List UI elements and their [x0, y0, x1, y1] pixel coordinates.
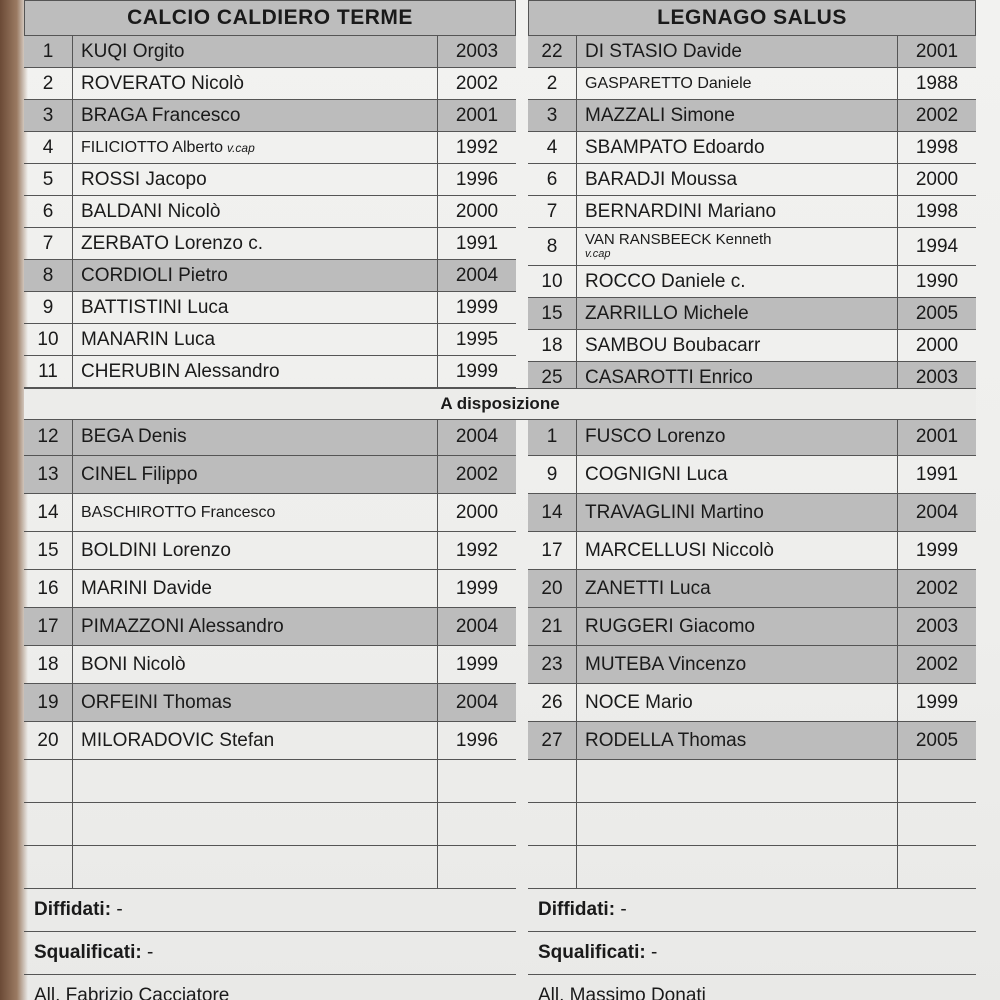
birth-year: 1991 [915, 463, 959, 485]
player-name-cell [73, 260, 438, 291]
shirt-number: 1 [24, 36, 73, 67]
player-name-cell [577, 164, 898, 195]
table-row [24, 684, 516, 722]
table-row [528, 646, 976, 684]
table-row [528, 418, 976, 456]
left-bench [24, 418, 516, 1000]
player-name-cell [73, 36, 438, 67]
captain-tag: v.cap [226, 140, 255, 155]
player-name-cell [577, 494, 898, 531]
player-name-cell [73, 418, 438, 455]
player-name: ZANETTI Luca [585, 577, 711, 599]
player-name-cell [73, 608, 438, 645]
left-bench-list [24, 418, 516, 760]
table-row [24, 570, 516, 608]
player-name-cell [577, 298, 898, 329]
player-name-cell [73, 164, 438, 195]
table-row [528, 330, 976, 362]
diffidati-label: Diffidati: [34, 899, 112, 920]
player-name: CINEL Filippo [81, 463, 198, 485]
shirt-number: 19 [24, 684, 73, 721]
birth-year: 1996 [455, 168, 499, 190]
player-name: BRAGA Francesco [81, 104, 241, 126]
bench-header: A disposizione [24, 388, 976, 420]
player-name: MARCELLUSI Niccolò [585, 539, 774, 561]
table-row [528, 570, 976, 608]
table-row [24, 608, 516, 646]
diffidati-value: - [116, 899, 123, 920]
player-name: MILORADOVIC Stefan [81, 729, 275, 751]
player-name-cell [73, 684, 438, 721]
shirt-number: 12 [24, 418, 73, 455]
birth-year: 2000 [455, 501, 499, 523]
shirt-number: 18 [24, 646, 73, 683]
shirt-number: 10 [528, 266, 577, 297]
birth-year: 1998 [915, 200, 959, 222]
player-name-cell [577, 132, 898, 163]
birth-year: 2004 [455, 264, 499, 286]
shirt-number: 13 [24, 456, 73, 493]
table-row [24, 356, 516, 388]
birth-year: 2001 [915, 40, 959, 62]
shirt-number: 15 [24, 532, 73, 569]
player-name: ORFEINI Thomas [81, 691, 232, 713]
table-row [528, 684, 976, 722]
table-row [528, 532, 976, 570]
empty-row [24, 846, 516, 889]
shirt-number: 15 [528, 298, 577, 329]
shirt-number: 3 [24, 100, 73, 131]
table-row [24, 100, 516, 132]
birth-year: 1991 [455, 232, 499, 254]
birth-year: 1999 [915, 539, 959, 561]
player-name: ZERBATO Lorenzo c. [81, 232, 263, 254]
birth-year: 1994 [915, 235, 959, 257]
shirt-number: 23 [528, 646, 577, 683]
player-name-cell [73, 532, 438, 569]
player-name: BARADJI Moussa [585, 168, 738, 190]
empty-row [528, 760, 976, 803]
shirt-number: 9 [528, 456, 577, 493]
player-name-cell [577, 68, 898, 99]
player-name: NOCE Mario [585, 691, 693, 713]
player-name: ROVERATO Nicolò [81, 72, 244, 94]
shirt-number: 18 [528, 330, 577, 361]
table-row [24, 456, 516, 494]
player-name-cell [577, 532, 898, 569]
player-name: ROSSI Jacopo [81, 168, 207, 190]
shirt-number: 14 [528, 494, 577, 531]
table-row [528, 494, 976, 532]
table-row [24, 132, 516, 164]
right-squalificati [528, 932, 976, 975]
left-coach: All. Fabrizio Cacciatore [24, 975, 516, 1000]
birth-year: 2002 [455, 72, 499, 94]
table-row [24, 418, 516, 456]
player-name-cell [577, 228, 898, 265]
player-name: CORDIOLI Pietro [81, 264, 228, 286]
table-row [24, 532, 516, 570]
player-name-cell [73, 100, 438, 131]
player-name-cell [577, 722, 898, 759]
player-name: BALDANI Nicolò [81, 200, 221, 222]
table-row [528, 164, 976, 196]
birth-year: 1995 [455, 328, 499, 350]
shirt-number: 21 [528, 608, 577, 645]
player-name-cell [577, 646, 898, 683]
table-row [528, 100, 976, 132]
player-name-cell [73, 456, 438, 493]
shirt-number: 6 [24, 196, 73, 227]
right-bench-list [528, 418, 976, 760]
shirt-number: 11 [24, 356, 73, 387]
squalificati-value: - [146, 942, 154, 963]
birth-year: 2000 [915, 334, 959, 356]
birth-year: 2004 [455, 615, 499, 637]
shirt-number: 10 [24, 324, 73, 355]
empty-row [24, 760, 516, 803]
table-row [24, 68, 516, 100]
player-name: MUTEBA Vincenzo [585, 653, 747, 675]
birth-year: 2004 [455, 691, 499, 713]
table-row [24, 324, 516, 356]
birth-year: 2003 [455, 40, 499, 62]
table-row [24, 196, 516, 228]
player-name-cell [73, 646, 438, 683]
shirt-number: 25 [528, 362, 577, 393]
player-name-cell [73, 324, 438, 355]
birth-year: 1998 [915, 136, 959, 158]
table-row [528, 132, 976, 164]
captain-tag: v.cap [585, 247, 611, 260]
table-row [24, 646, 516, 684]
birth-year: 2000 [455, 200, 499, 222]
birth-year: 2002 [455, 463, 499, 485]
birth-year: 1999 [455, 577, 499, 599]
table-row [528, 36, 976, 68]
right-coach: All. Massimo Donati [528, 975, 976, 1000]
player-name-cell [577, 266, 898, 297]
player-name: DI STASIO Davide [585, 40, 742, 62]
table-row [24, 228, 516, 260]
player-name-cell [577, 608, 898, 645]
shirt-number: 1 [528, 418, 577, 455]
table-row [24, 722, 516, 760]
shirt-number: 2 [24, 68, 73, 99]
empty-row [528, 846, 976, 889]
player-name-cell [577, 570, 898, 607]
shirt-number: 4 [24, 132, 73, 163]
birth-year: 2005 [915, 302, 959, 324]
table-row [528, 68, 976, 100]
player-name: CASAROTTI Enrico [585, 366, 753, 388]
player-name: BOLDINI Lorenzo [81, 539, 231, 561]
player-name-cell [73, 132, 438, 163]
shirt-number: 22 [528, 36, 577, 67]
left-team-title: CALCIO CALDIERO TERME [24, 0, 516, 36]
shirt-number: 3 [528, 100, 577, 131]
player-name-cell [73, 494, 438, 531]
squalificati-label: Squalificati: [538, 942, 646, 963]
table-row [528, 456, 976, 494]
birth-year: 1990 [915, 270, 959, 292]
right-team-starters [528, 0, 976, 394]
shirt-number: 9 [24, 292, 73, 323]
diffidati-label: Diffidati: [538, 899, 616, 920]
player-name: SAMBOU Boubacarr [585, 334, 761, 356]
shirt-number: 4 [528, 132, 577, 163]
right-diffidati [528, 889, 976, 932]
birth-year: 1999 [915, 691, 959, 713]
shirt-number: 20 [24, 722, 73, 759]
left-team-starters [24, 0, 516, 388]
table-row [528, 298, 976, 330]
player-name: COGNIGNI Luca [585, 463, 728, 485]
player-name-cell [577, 196, 898, 227]
player-name: PIMAZZONI Alessandro [81, 615, 284, 637]
player-name-cell [577, 684, 898, 721]
shirt-number: 2 [528, 68, 577, 99]
birth-year: 2002 [915, 104, 959, 126]
player-name: VAN RANSBEECK Kenneth [585, 230, 772, 248]
player-name: SBAMPATO Edoardo [585, 136, 765, 158]
empty-row [24, 803, 516, 846]
player-name: MARINI Davide [81, 577, 212, 599]
player-name: BEGA Denis [81, 425, 187, 447]
player-name: BASCHIROTTO Francesco [81, 503, 276, 521]
left-diffidati [24, 889, 516, 932]
shirt-number: 7 [528, 196, 577, 227]
birth-year: 2002 [915, 653, 959, 675]
player-name-cell [577, 456, 898, 493]
player-name-cell [73, 228, 438, 259]
table-row [24, 164, 516, 196]
player-name-cell [577, 100, 898, 131]
shirt-number: 6 [528, 164, 577, 195]
right-team-title: LEGNAGO SALUS [528, 0, 976, 36]
player-name-cell [577, 330, 898, 361]
shirt-number: 14 [24, 494, 73, 531]
birth-year: 2001 [915, 425, 959, 447]
shirt-number: 8 [24, 260, 73, 291]
player-name-cell [73, 570, 438, 607]
player-name: GASPARETTO Daniele [585, 74, 752, 92]
table-row [24, 494, 516, 532]
player-name: BATTISTINI Luca [81, 296, 229, 318]
player-name: MANARIN Luca [81, 328, 216, 350]
table-row [528, 228, 976, 266]
squalificati-value: - [650, 942, 658, 963]
birth-year: 1992 [455, 136, 499, 158]
left-starters-list [24, 36, 516, 388]
birth-year: 1992 [455, 539, 499, 561]
birth-year: 2000 [915, 168, 959, 190]
birth-year: 1996 [455, 729, 499, 751]
table-row [528, 608, 976, 646]
table-row [24, 292, 516, 324]
player-name: TRAVAGLINI Martino [585, 501, 764, 523]
player-name: BERNARDINI Mariano [585, 200, 777, 222]
birth-year: 1999 [455, 296, 499, 318]
table-row [24, 36, 516, 68]
table-row [24, 260, 516, 292]
shirt-number: 5 [24, 164, 73, 195]
birth-year: 2004 [455, 425, 499, 447]
shirt-number: 7 [24, 228, 73, 259]
shirt-number: 17 [24, 608, 73, 645]
diffidati-value: - [620, 899, 627, 920]
player-name-cell [73, 196, 438, 227]
shirt-number: 8 [528, 228, 577, 265]
table-row [528, 196, 976, 228]
birth-year: 1999 [455, 653, 499, 675]
player-name: ZARRILLO Michele [585, 302, 749, 324]
squalificati-label: Squalificati: [34, 942, 142, 963]
birth-year: 2004 [915, 501, 959, 523]
birth-year: 2001 [455, 104, 499, 126]
player-name-cell [73, 68, 438, 99]
player-name: KUQI Orgito [81, 40, 185, 62]
player-name: RODELLA Thomas [585, 729, 747, 751]
player-name-cell [577, 36, 898, 67]
player-name-cell [73, 722, 438, 759]
shirt-number: 16 [24, 570, 73, 607]
empty-row [528, 803, 976, 846]
birth-year: 2002 [915, 577, 959, 599]
left-squalificati [24, 932, 516, 975]
birth-year: 2003 [915, 366, 959, 388]
shirt-number: 20 [528, 570, 577, 607]
player-name: BONI Nicolò [81, 653, 186, 675]
right-bench [528, 418, 976, 1000]
player-name-cell [73, 356, 438, 387]
right-starters-list [528, 36, 976, 394]
player-name: FILICIOTTO Alberto [81, 138, 223, 156]
shirt-number: 26 [528, 684, 577, 721]
birth-year: 1988 [915, 72, 959, 94]
table-row [528, 722, 976, 760]
player-name: MAZZALI Simone [585, 104, 735, 126]
birth-year: 2003 [915, 615, 959, 637]
shirt-number: 27 [528, 722, 577, 759]
player-name: CHERUBIN Alessandro [81, 360, 280, 382]
player-name-cell [73, 292, 438, 323]
shirt-number: 17 [528, 532, 577, 569]
birth-year: 1999 [455, 360, 499, 382]
birth-year: 2005 [915, 729, 959, 751]
player-name: RUGGERI Giacomo [585, 615, 755, 637]
player-name-cell [577, 418, 898, 455]
player-name: FUSCO Lorenzo [585, 425, 726, 447]
table-row [528, 266, 976, 298]
player-name: ROCCO Daniele c. [585, 270, 746, 292]
